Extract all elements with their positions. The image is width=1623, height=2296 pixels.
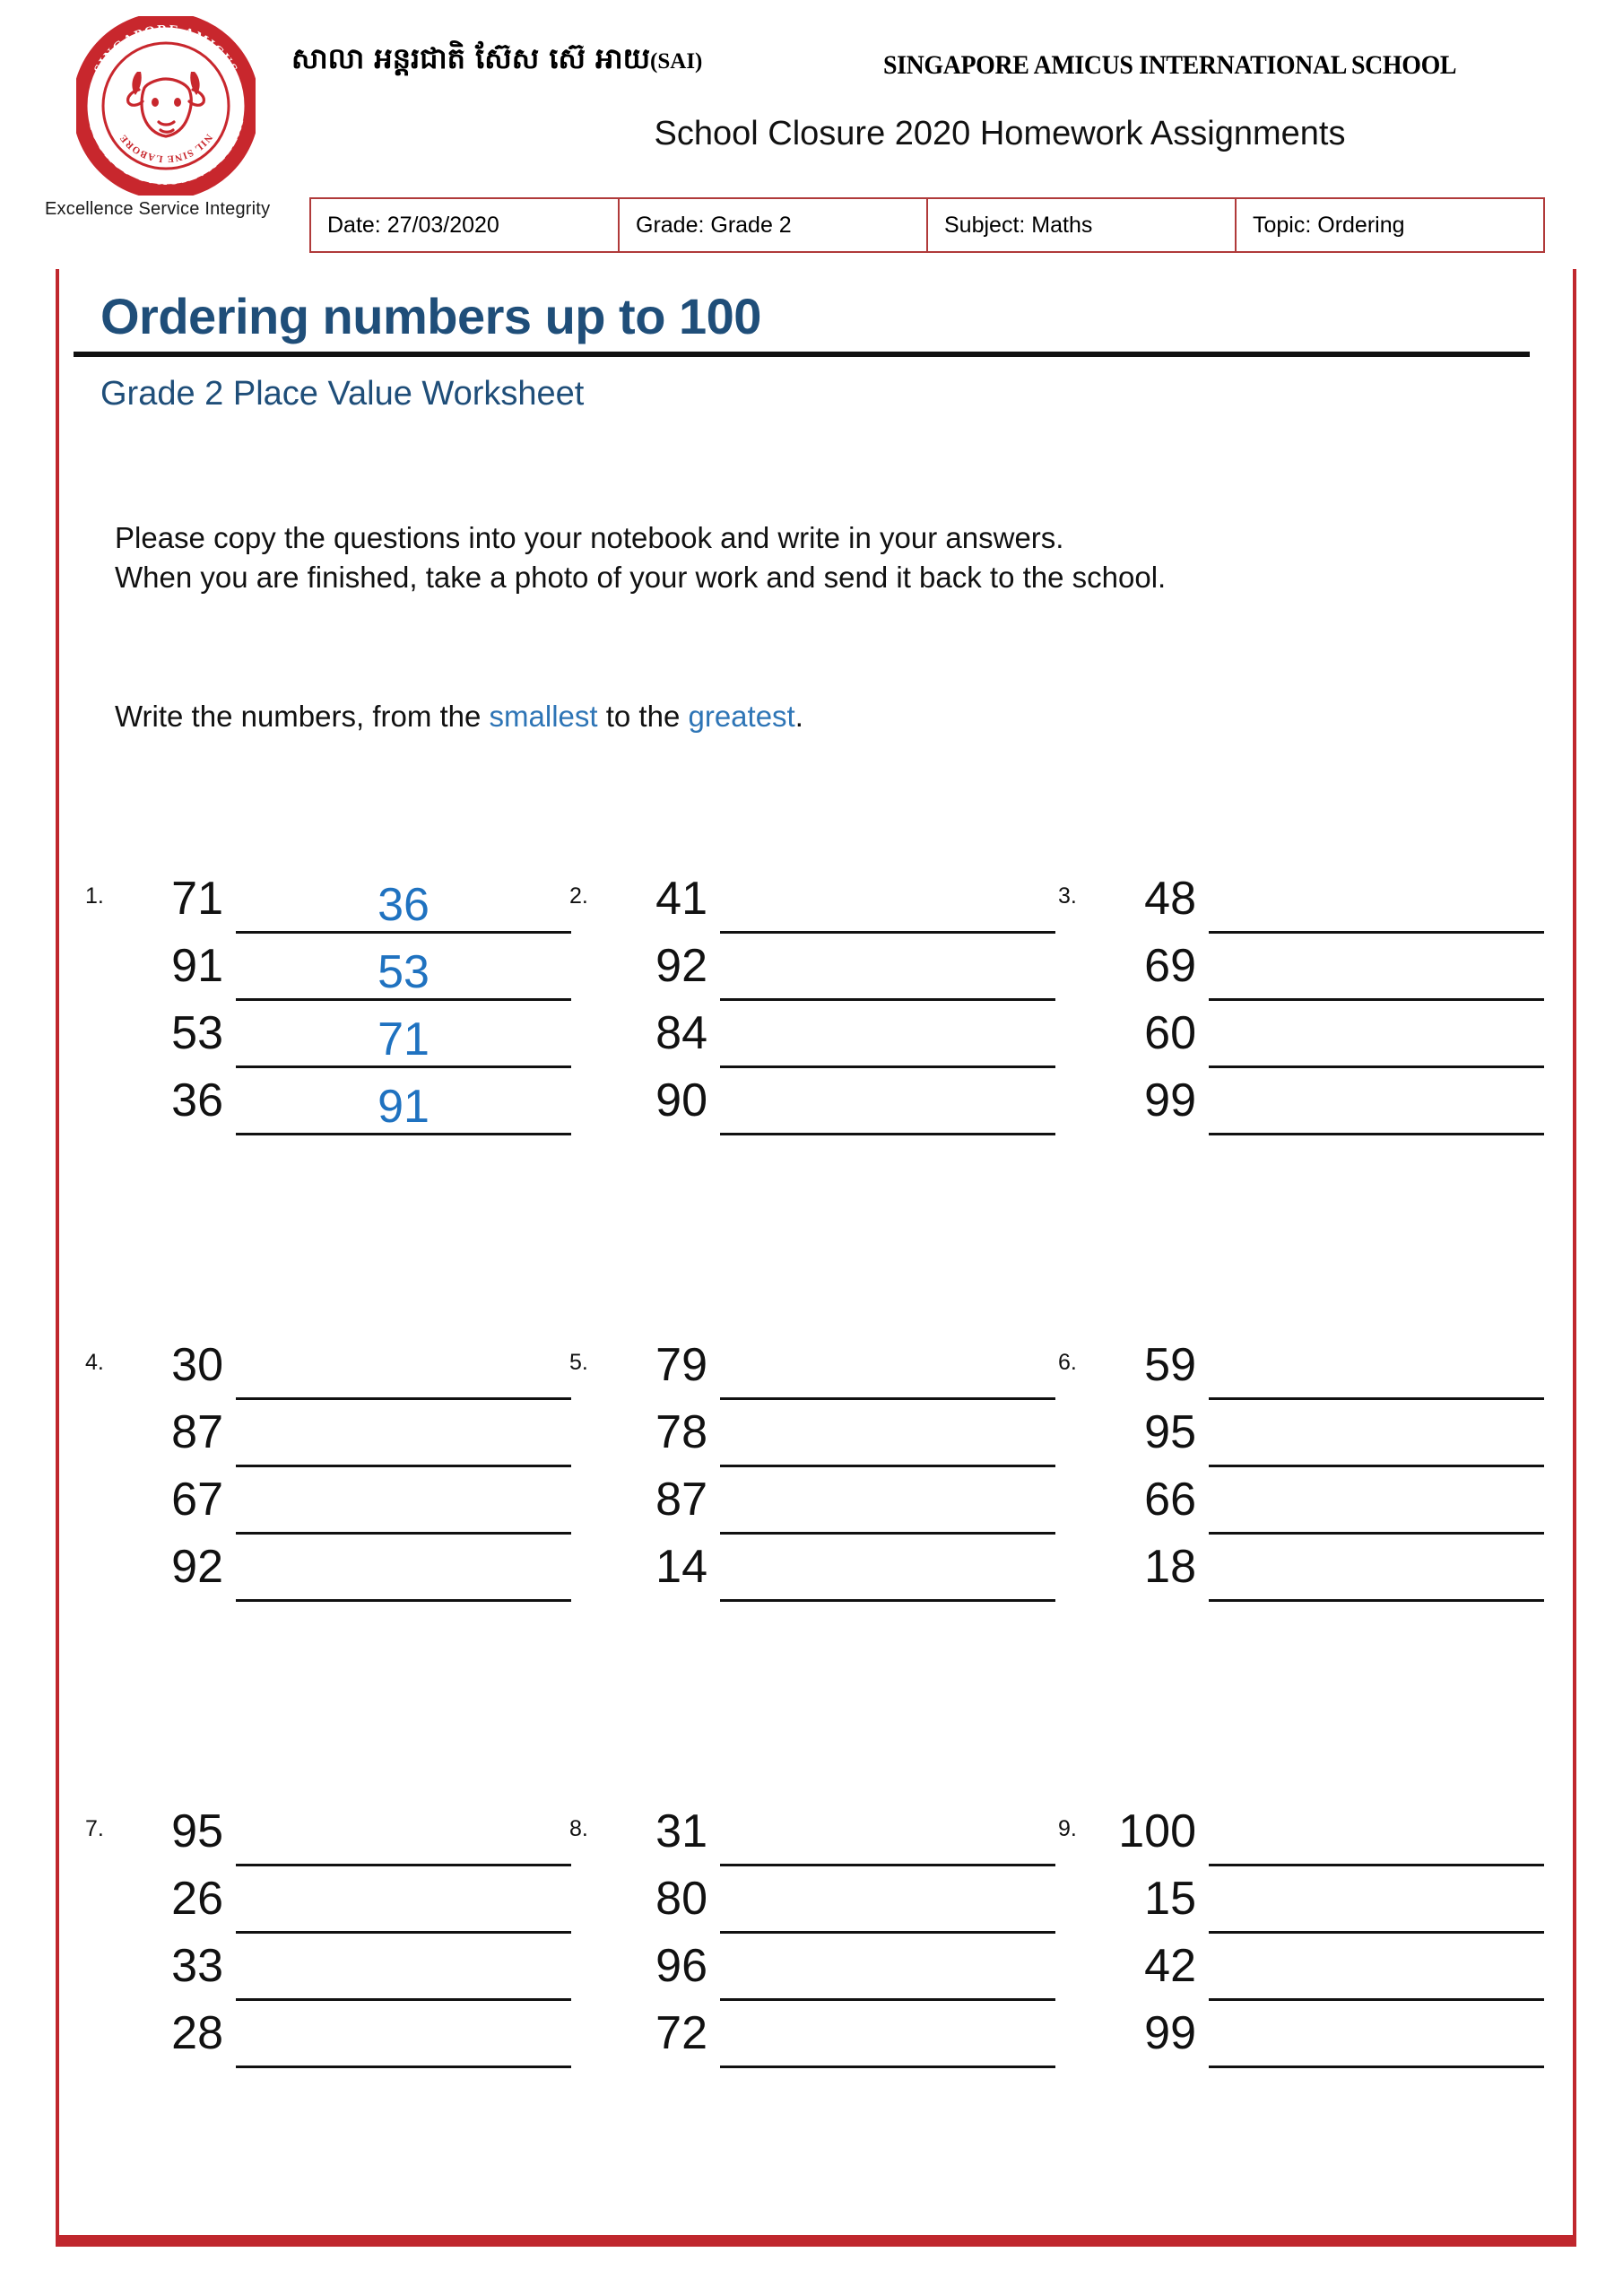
answer-blank[interactable]	[236, 1009, 571, 1068]
answer-blank[interactable]	[720, 1408, 1055, 1467]
question-line	[123, 2009, 571, 2076]
answer-blank[interactable]	[236, 1475, 571, 1535]
answer-blank[interactable]	[236, 1942, 571, 2001]
given-number: 31	[655, 1805, 707, 1857]
question-number: 6.	[1058, 1350, 1077, 1375]
question-line	[123, 1874, 571, 1942]
answer-blank[interactable]	[236, 942, 571, 1001]
answer-blank[interactable]	[1209, 874, 1544, 934]
answer-blank[interactable]	[236, 1408, 571, 1467]
question-number: 4.	[85, 1350, 104, 1375]
question-grid	[0, 874, 1623, 2274]
question-lines	[123, 874, 571, 1144]
school-name-english: SINGAPORE AMICUS INTERNATIONAL SCHOOL	[883, 50, 1457, 80]
given-number: 36	[171, 1074, 223, 1126]
answer-blank[interactable]	[236, 1076, 571, 1135]
question-line	[1096, 2009, 1544, 2076]
school-tagline: Excellence Service Integrity	[45, 199, 271, 219]
question-line	[607, 1874, 1055, 1942]
answer-blank[interactable]	[1209, 1543, 1544, 1602]
question-line	[607, 1341, 1055, 1408]
answer-blank[interactable]	[720, 874, 1055, 934]
answer-blank[interactable]	[720, 1009, 1055, 1068]
question-line	[607, 2009, 1055, 2076]
answer-value: 91	[378, 1081, 430, 1134]
given-number: 67	[171, 1474, 223, 1526]
given-number: 91	[171, 940, 223, 992]
question-line	[123, 1475, 571, 1543]
answer-blank[interactable]	[1209, 1807, 1544, 1866]
question-lines	[123, 1341, 571, 1610]
answer-blank[interactable]	[1209, 942, 1544, 1001]
question-line	[607, 1475, 1055, 1543]
question-lines	[607, 1341, 1055, 1610]
info-subject: Subject: Maths	[928, 199, 1237, 251]
answer-blank[interactable]	[1209, 1009, 1544, 1068]
answer-blank[interactable]	[720, 1942, 1055, 2001]
answer-blank[interactable]	[1209, 1942, 1544, 2001]
question-line	[607, 1942, 1055, 2009]
given-number: 95	[1144, 1406, 1196, 1458]
question-line	[123, 1076, 571, 1144]
question-line	[607, 1543, 1055, 1610]
question-line	[1096, 1475, 1544, 1543]
question-number: 9.	[1058, 1816, 1077, 1841]
khmer-text: សាលា អន្តរជាតិ ស៊ែស ស៊េ អាយ	[291, 41, 651, 75]
svg-text:INTERNATIONAL SCHOOL: INTERNATIONAL SCHOOL	[86, 117, 246, 187]
question-line	[607, 1408, 1055, 1475]
instructions-line-2: When you are finished, take a photo of your work and send it back to the school.	[115, 560, 1167, 594]
given-number: 60	[1144, 1007, 1196, 1059]
answer-value: 36	[378, 879, 430, 932]
answer-blank[interactable]	[236, 1341, 571, 1400]
question-line	[123, 1009, 571, 1076]
question-row	[0, 1807, 1623, 2274]
given-number: 53	[171, 1007, 223, 1059]
given-number: 99	[1144, 1074, 1196, 1126]
question-line	[1096, 1341, 1544, 1408]
task-word-greatest: greatest	[688, 700, 795, 733]
task-instruction	[115, 700, 803, 734]
answer-blank[interactable]	[720, 1475, 1055, 1535]
question-lines	[607, 874, 1055, 1144]
given-number: 30	[171, 1339, 223, 1391]
question-line	[1096, 1807, 1544, 1874]
svg-text:NIL SINE LABORE: NIL SINE LABORE	[117, 132, 214, 165]
given-number: 41	[655, 873, 707, 925]
answer-blank[interactable]	[1209, 1076, 1544, 1135]
info-date: Date: 27/03/2020	[311, 199, 620, 251]
given-number: 87	[655, 1474, 707, 1526]
answer-blank[interactable]	[236, 1807, 571, 1866]
question-line	[607, 874, 1055, 942]
given-number: 96	[655, 1940, 707, 1992]
school-logo-block	[45, 16, 278, 220]
question-number: 8.	[569, 1816, 588, 1841]
question-line	[607, 1076, 1055, 1144]
answer-blank[interactable]	[720, 1807, 1055, 1866]
question-line	[1096, 874, 1544, 942]
question-line	[123, 1807, 571, 1874]
question-line	[607, 1807, 1055, 1874]
given-number: 87	[171, 1406, 223, 1458]
question-lines	[123, 1807, 571, 2076]
question-line	[1096, 1009, 1544, 1076]
question-lines	[1096, 874, 1544, 1144]
question-number: 3.	[1058, 883, 1077, 909]
question-line	[123, 1942, 571, 2009]
given-number: 71	[171, 873, 223, 925]
given-number: 33	[171, 1940, 223, 1992]
question-line	[123, 1341, 571, 1408]
given-number: 79	[655, 1339, 707, 1391]
instructions-block	[115, 518, 1166, 597]
given-number: 92	[171, 1541, 223, 1593]
question-line	[607, 1009, 1055, 1076]
answer-blank[interactable]	[1209, 1341, 1544, 1400]
worksheet-subtitle: Grade 2 Place Value Worksheet	[100, 375, 585, 413]
school-seal-bull-logo	[76, 16, 256, 196]
given-number: 92	[655, 940, 707, 992]
task-middle: to the	[597, 700, 689, 733]
given-number: 48	[1144, 873, 1196, 925]
given-number: 26	[171, 1873, 223, 1925]
answer-blank[interactable]	[720, 1874, 1055, 1934]
svg-text:SINGAPORE AMICUS: SINGAPORE AMICUS	[91, 22, 241, 77]
answer-blank[interactable]	[236, 874, 571, 934]
answer-blank[interactable]	[720, 2009, 1055, 2068]
given-number: 100	[1118, 1805, 1196, 1857]
question-line	[1096, 1408, 1544, 1475]
given-number: 90	[655, 1074, 707, 1126]
given-number: 80	[655, 1873, 707, 1925]
answer-blank[interactable]	[236, 1874, 571, 1934]
given-number: 28	[171, 2007, 223, 2059]
school-name-khmer	[291, 40, 702, 83]
answer-value: 53	[378, 946, 430, 999]
given-number: 66	[1144, 1474, 1196, 1526]
question-row	[0, 1341, 1623, 1807]
task-suffix: .	[794, 700, 803, 733]
page-header	[0, 0, 1623, 269]
task-prefix: Write the numbers, from the	[115, 700, 490, 733]
answer-blank[interactable]	[1209, 1475, 1544, 1535]
given-number: 99	[1144, 2007, 1196, 2059]
instructions-line-1: Please copy the questions into your notebook and write in your answers.	[115, 521, 1064, 554]
question-line	[123, 874, 571, 942]
question-number: 5.	[569, 1350, 588, 1375]
answer-blank[interactable]	[236, 1543, 571, 1602]
question-line	[1096, 942, 1544, 1009]
question-number: 7.	[85, 1816, 104, 1841]
question-line	[1096, 1942, 1544, 2009]
given-number: 84	[655, 1007, 707, 1059]
info-topic: Topic: Ordering	[1253, 212, 1405, 238]
given-number: 78	[655, 1406, 707, 1458]
question-line	[1096, 1543, 1544, 1610]
question-row	[0, 874, 1623, 1341]
given-number: 42	[1144, 1940, 1196, 1992]
question-lines	[1096, 1341, 1544, 1610]
question-line	[123, 942, 571, 1009]
answer-blank[interactable]	[720, 1076, 1055, 1135]
question-line	[123, 1543, 571, 1610]
document-title: School Closure 2020 Homework Assignments	[654, 115, 1346, 152]
question-line	[1096, 1874, 1544, 1942]
answer-blank[interactable]	[720, 942, 1055, 1001]
answer-blank[interactable]	[720, 1341, 1055, 1400]
question-lines	[1096, 1807, 1544, 2076]
question-lines	[607, 1807, 1055, 2076]
question-number: 2.	[569, 883, 588, 909]
given-number: 95	[171, 1805, 223, 1857]
given-number: 14	[655, 1541, 707, 1593]
answer-blank[interactable]	[720, 1543, 1055, 1602]
question-number: 1.	[85, 883, 104, 909]
answer-blank[interactable]	[1209, 1408, 1544, 1467]
school-abbreviation: (SAI)	[650, 49, 703, 74]
info-grade: Grade: Grade 2	[620, 199, 928, 251]
question-line	[607, 942, 1055, 1009]
answer-blank[interactable]	[236, 2009, 571, 2068]
question-line	[1096, 1076, 1544, 1144]
answer-value: 71	[378, 1013, 430, 1066]
given-number: 72	[655, 2007, 707, 2059]
given-number: 15	[1144, 1873, 1196, 1925]
title-underline-rule	[74, 352, 1530, 357]
given-number: 18	[1144, 1541, 1196, 1593]
assignment-info-bar	[309, 197, 1545, 253]
worksheet-title: Ordering numbers up to 100	[100, 288, 761, 344]
answer-blank[interactable]	[1209, 1874, 1544, 1934]
given-number: 69	[1144, 940, 1196, 992]
task-word-smallest: smallest	[489, 700, 598, 733]
question-line	[123, 1408, 571, 1475]
answer-blank[interactable]	[1209, 2009, 1544, 2068]
given-number: 59	[1144, 1339, 1196, 1391]
